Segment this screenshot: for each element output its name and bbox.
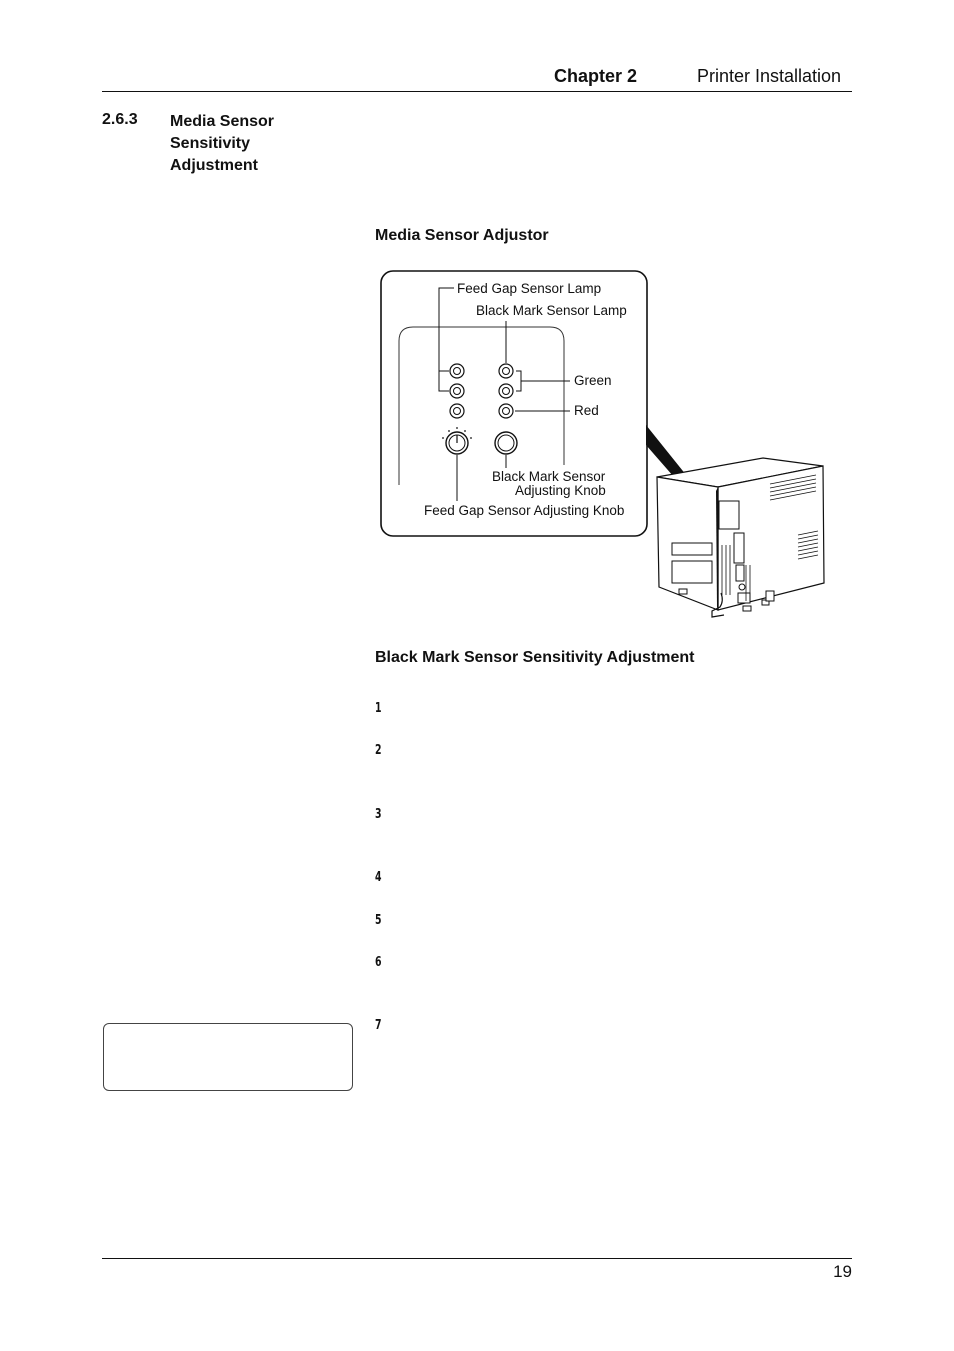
procedure-heading: Black Mark Sensor Sensitivity Adjustment (375, 649, 695, 666)
label-feed-gap-knob: Feed Gap Sensor Adjusting Knob (424, 503, 625, 518)
note-box (103, 1023, 353, 1091)
step-number: 3 (375, 807, 382, 822)
label-black-mark-knob-1: Black Mark Sensor (492, 469, 606, 484)
figure-heading: Media Sensor Adjustor (375, 227, 549, 244)
black-mark-lamps (499, 364, 513, 418)
printer-illustration (657, 458, 824, 617)
feed-gap-lamps (450, 364, 464, 418)
page-number: 19 (833, 1262, 852, 1281)
step-number: 1 (375, 701, 382, 716)
header-rule (102, 91, 852, 92)
label-red: Red (574, 403, 599, 418)
step-number: 2 (375, 743, 382, 758)
label-black-mark-knob-2: Adjusting Knob (515, 483, 606, 498)
chapter-label: Chapter 2 (554, 66, 638, 86)
label-green: Green (574, 373, 612, 388)
step-number: 4 (375, 870, 382, 885)
media-sensor-adjustor-figure (370, 265, 840, 625)
label-feed-gap-lamp: Feed Gap Sensor Lamp (457, 281, 602, 296)
step-number: 6 (375, 955, 382, 970)
section-number: 2.6.3 (102, 111, 138, 128)
black-mark-knob (495, 432, 517, 454)
step-number: 7 (375, 1018, 382, 1033)
step-number: 5 (375, 913, 382, 928)
label-black-mark-lamp: Black Mark Sensor Lamp (476, 303, 627, 318)
footer-rule (102, 1258, 852, 1259)
chapter-title: Printer Installation (697, 66, 842, 86)
section-title: Media Sensor Sensitivity Adjustment (170, 113, 275, 174)
